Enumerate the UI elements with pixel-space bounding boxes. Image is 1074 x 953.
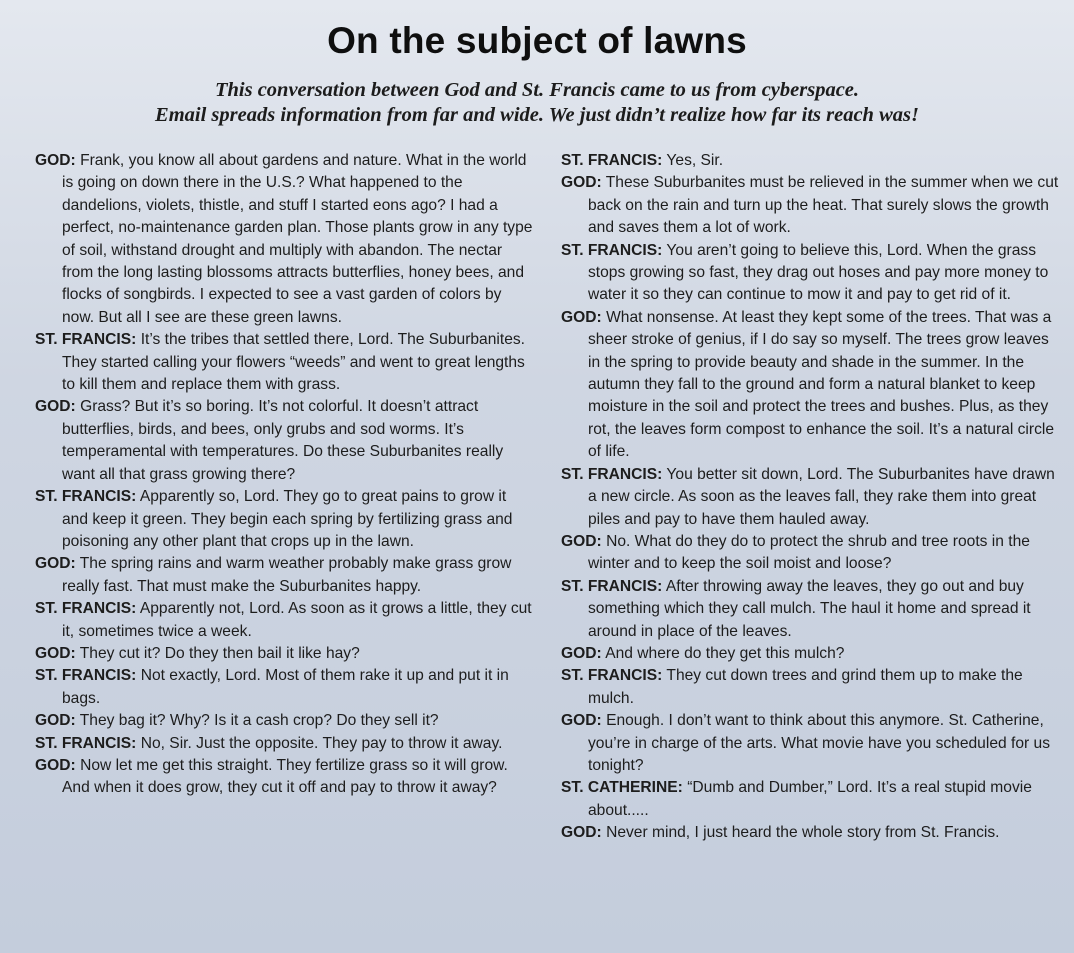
dialogue-text: What nonsense. At least they kept some of the trees. That was a sheer stroke of genius, if I do say so myself. The trees grow leaves in the spring to provide beauty and shade in the summer. In the autumn they fall to the ground and form a natural blanket to keep moisture in the soil and protect the trees and bushes. Plus, as they rot, the leaves form compost to enhance the soil. It’s a natural circle of life. <box>588 308 1055 461</box>
dialogue-entry <box>35 553 535 598</box>
speaker-label: GOD: <box>561 532 602 550</box>
dialogue-entry <box>561 710 1061 777</box>
dialogue-entry <box>35 755 535 800</box>
subtitle-line-1: This conversation between God and St. Francis came to us from cyberspace. <box>214 79 860 101</box>
dialogue-entry <box>35 396 535 486</box>
dialogue-text: After throwing away the leaves, they go out and buy something which they call mulch. The haul it home and spread it around in place of the leaves. <box>588 577 1031 640</box>
dialogue-entry <box>35 598 535 643</box>
dialogue-text: Frank, you know all about gardens and nature. What in the world is going on down there in the U.S.? What happened to the dandelions, violets, thistle, and stuff I started eons ago? I had a perfect, no-maintenance garden plan. Those plants grow in any type of soil, withstand drought and multiply with abandon. The nectar from the long lasting blossoms attracts butterflies, honey bees, and flocks of songbirds. I expected to see a vast garden of colors by now. But all I see are these green lawns. <box>62 152 533 326</box>
dialogue-text: Apparently not, Lord. As soon as it grows a little, they cut it, sometimes twice a week. <box>62 600 532 640</box>
speaker-label: ST. FRANCIS: <box>561 667 663 685</box>
dialogue-text: Apparently so, Lord. They go to great pains to grow it and keep it green. They begin each spring by fertilizing grass and poisoning any other plant that crops up in the lawn. <box>62 488 513 550</box>
speaker-label: ST. FRANCIS: <box>561 152 663 169</box>
dialogue-text: They cut down trees and grind them up to make the mulch. <box>588 667 1023 707</box>
right-column <box>561 150 1061 845</box>
dialogue-text: They bag it? Why? Is it a cash crop? Do they sell it? <box>79 712 439 730</box>
dialogue-entry <box>35 486 535 553</box>
dialogue-entry <box>561 172 1061 239</box>
dialogue-entry <box>561 822 1061 844</box>
dialogue-text: And where do they get this mulch? <box>605 644 845 662</box>
dialogue-entry <box>561 307 1061 464</box>
speaker-label: ST. FRANCIS: <box>561 241 663 259</box>
dialogue-entry <box>35 733 535 755</box>
dialogue-entry <box>35 150 535 329</box>
speaker-label: GOD: <box>35 712 76 730</box>
dialogue-text: Enough. I don’t want to think about this anymore. St. Catherine, you’re in charge of the arts. What movie have you scheduled for us tonight? <box>588 712 1050 774</box>
dialogue-text: These Suburbanites must be relieved in the summer when we cut back on the rain and turn up the heat. That surely slows the growth and saves them a lot of work. <box>588 174 1059 237</box>
dialogue-text: Grass? But it’s so boring. It’s not colorful. It doesn’t attract butterflies, birds, and bees, only grubs and sod worms. It’s temperamental with temperatures. Do these Suburbanites really want all that grass growing there? <box>62 398 504 483</box>
speaker-label: GOD: <box>561 174 602 192</box>
dialogue-text: Yes, Sir. <box>666 152 724 169</box>
dialogue-entry <box>561 150 1061 172</box>
speaker-label: GOD: <box>561 824 602 842</box>
speaker-label: GOD: <box>35 152 76 169</box>
speaker-label: GOD: <box>561 308 602 326</box>
dialogue-entry <box>35 643 535 665</box>
speaker-label: ST. FRANCIS: <box>561 465 663 483</box>
dialogue-text: The spring rains and warm weather probably make grass grow really fast. That must make the Suburbanites happy. <box>62 555 512 595</box>
dialogue-text: They cut it? Do they then bail it like hay? <box>79 644 360 662</box>
dialogue-text: You better sit down, Lord. The Suburbanites have drawn a new circle. As soon as the leaves fall, they rake them into great piles and pay to have them hauled away. <box>588 465 1055 528</box>
speaker-label: GOD: <box>561 712 602 730</box>
speaker-label: ST. FRANCIS: <box>561 577 663 595</box>
speaker-label: ST. CATHERINE: <box>561 779 683 797</box>
speaker-label: GOD: <box>35 644 76 662</box>
speaker-label: ST. FRANCIS: <box>35 734 137 752</box>
speaker-label: ST. FRANCIS: <box>35 600 137 618</box>
speaker-label: ST. FRANCIS: <box>35 488 137 506</box>
dialogue-text: Now let me get this straight. They fertilize grass so it will grow. And when it does grow, they cut it off and pay to throw it away? <box>62 756 508 797</box>
dialogue-entry <box>35 710 535 732</box>
speaker-label: GOD: <box>35 555 76 573</box>
speaker-label: GOD: <box>561 644 602 662</box>
dialogue-entry <box>561 643 1061 665</box>
dialogue-entry <box>561 531 1061 576</box>
left-column <box>35 150 535 800</box>
dialogue-entry <box>561 665 1061 710</box>
dialogue-entry <box>35 665 535 710</box>
speaker-label: GOD: <box>35 398 76 416</box>
subtitle-line-2: Email spreads information from far and wide. We just didn’t realize how far its reach was! <box>155 104 919 126</box>
dialogue-text: It’s the tribes that settled there, Lord. The Suburbanites. They started calling your flowers “weeds” and went to great lengths to kill them and replace them with grass. <box>62 331 526 394</box>
dialogue-entry <box>35 329 535 396</box>
dialogue-entry <box>561 576 1061 643</box>
dialogue-text: No, Sir. Just the opposite. They pay to throw it away. <box>140 734 503 752</box>
speaker-label: ST. FRANCIS: <box>35 331 137 349</box>
dialogue-entry <box>561 464 1061 531</box>
dialogue-entry <box>561 777 1061 822</box>
dialogue-text: No. What do they do to protect the shrub and tree roots in the winter and to keep the soil moist and loose? <box>588 532 1030 573</box>
article-title: On the subject of lawns <box>327 20 747 61</box>
dialogue-entry <box>561 240 1061 307</box>
dialogue-text: Not exactly, Lord. Most of them rake it up and put it in bags. <box>62 667 509 707</box>
dialogue-text: You aren’t going to believe this, Lord. When the grass stops growing so fast, they drag out hoses and pay more money to water it so they can continue to mow it and pay to get rid of it. <box>588 241 1049 304</box>
article-subtitle <box>0 78 1074 128</box>
speaker-label: GOD: <box>35 756 76 774</box>
dialogue-text: Never mind, I just heard the whole story from St. Francis. <box>606 824 1000 842</box>
speaker-label: ST. FRANCIS: <box>35 667 137 685</box>
dialogue-text: “Dumb and Dumber,” Lord. It’s a real stupid movie about..... <box>588 779 1032 819</box>
